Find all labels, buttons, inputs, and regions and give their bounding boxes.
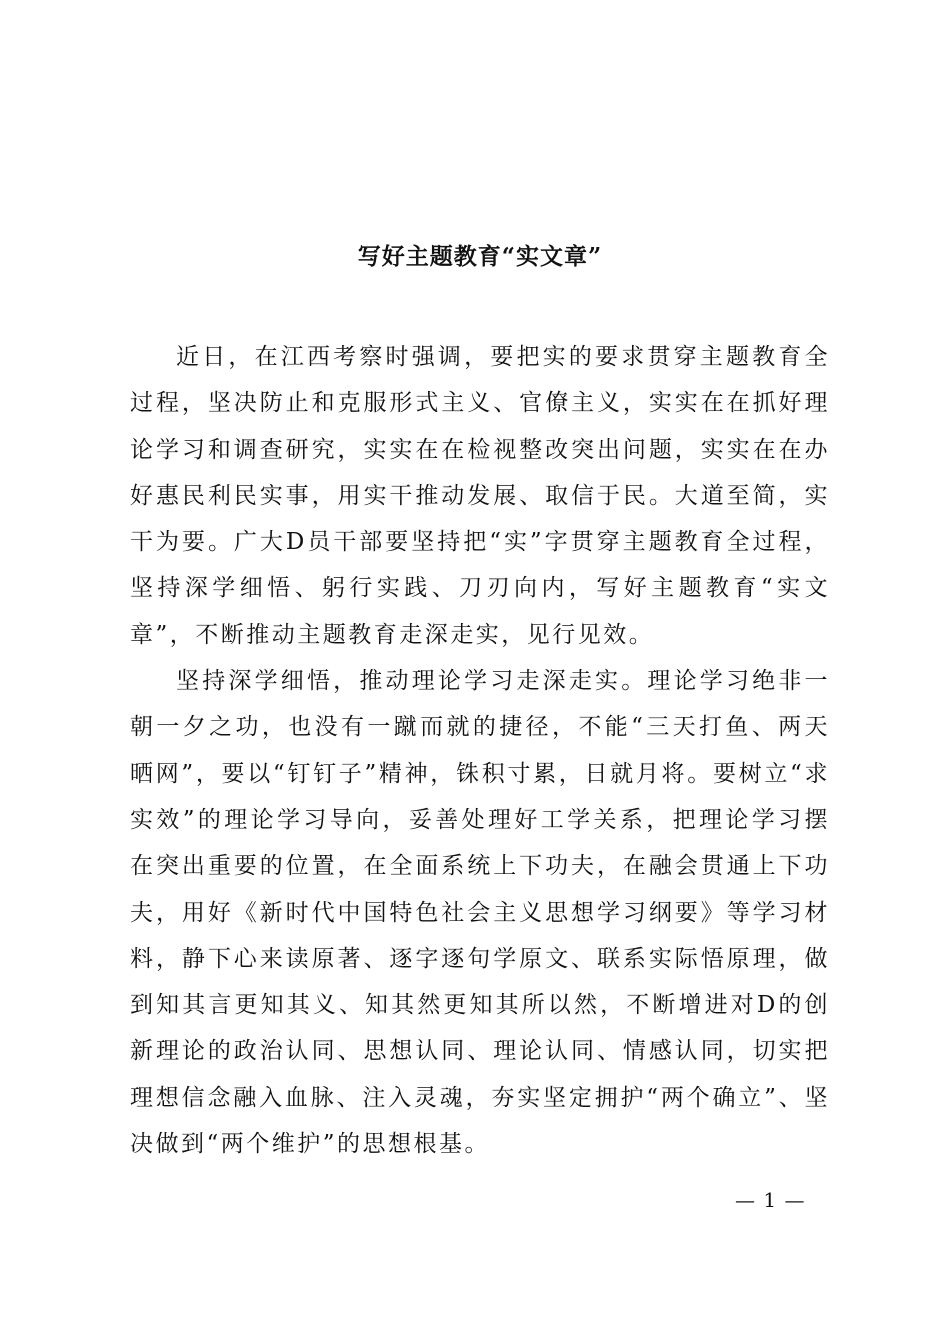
document-body (130, 334, 830, 1167)
page-number: — 1 — (735, 1188, 806, 1212)
paragraph-1: 近日，在江西考察时强调，要把实的要求贯穿主题教育全过程，坚决防止和克服形式主义、官僚主义，实实在在抓好理论学习和调查研究，实实在在检视整改突出问题，实实在在办好惠民利民实事，用实干推动发展、取信于民。大道至简，实干为要。广大D员干部要坚持把“实”字贯穿主题教育全过程，坚持深学细悟、躬行实践、刀刃向内，写好主题教育“实文章”，不断推动主题教育走深走实，见行见效。 (130, 344, 830, 648)
paragraph-2: 坚持深学细悟，推动理论学习走深走实。理论学习绝非一朝一夕之功，也没有一蹴而就的捷径，不能“三天打鱼、两天晒网”，要以“钉钉子”精神，铢积寸累，日就月将。要树立“求实效”的理论学习导向，妥善处理好工学关系，把理论学习摆在突出重要的位置，在全面系统上下功夫，在融会贯通上下功夫，用好《新时代中国特色社会主义思想学习纲要》等学习材料，静下心来读原著、逐字逐句学原文、联系实际悟原理，做到知其言更知其义、知其然更知其所以然，不断增进对D的创新理论的政治认同、思想认同、理论认同、情感认同，切实把理想信念融入血脉、注入灵魂，夯实坚定拥护“两个确立”、坚决做到“两个维护”的思想根基。 (130, 668, 830, 1158)
document-title: 写好主题教育“实文章” (357, 243, 603, 270)
